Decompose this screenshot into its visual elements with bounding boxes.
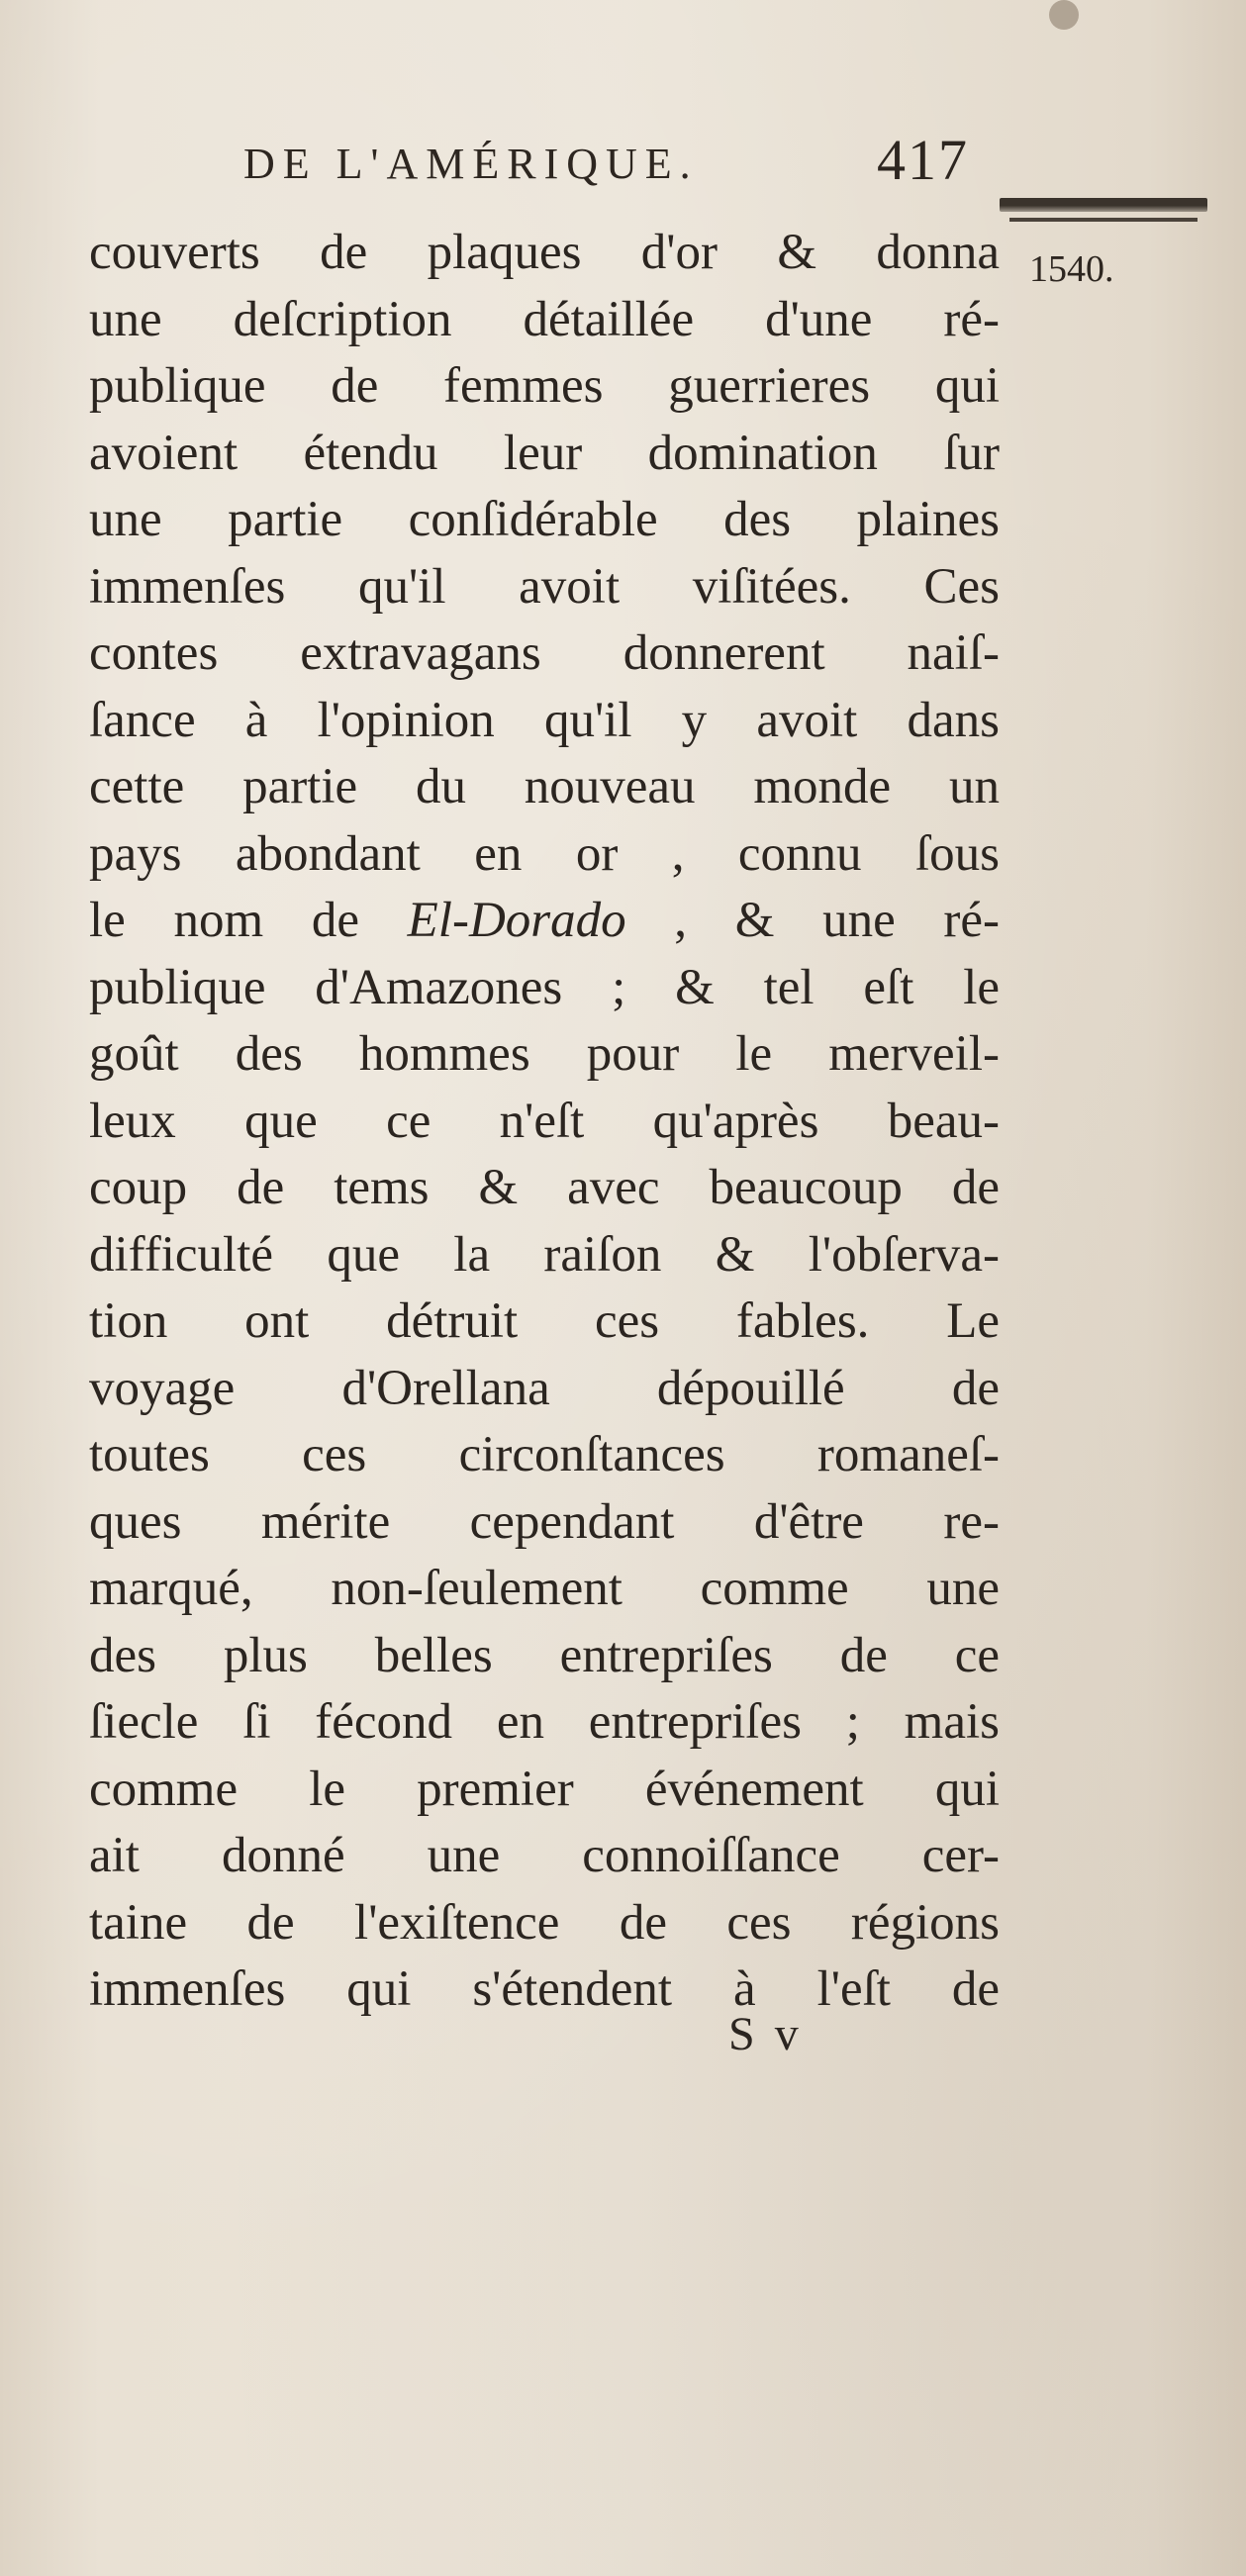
text-line: immenſes qu'il avoit viſitées. Ces (89, 558, 1000, 615)
text-line: publique de femmes guerrieres qui (89, 358, 1000, 414)
text-line: ques mérite cependant d'être re- (89, 1493, 1000, 1550)
text-line: ſance à l'opinion qu'il y avoit dans (89, 692, 1000, 748)
text-line: coup de tems & avec beaucoup de (89, 1160, 1000, 1215)
text-line: toutes ces circonſtances romaneſ- (89, 1427, 1000, 1482)
text-line: contes extravagans donnerent naiſ- (89, 625, 1000, 681)
text-line: taine de l'exiſtence de ces régions (89, 1894, 1000, 1951)
text-line: difficulté que la raiſon & l'obſerva- (89, 1226, 1000, 1283)
body-text (89, 220, 1000, 2024)
text-line: des plus belles entrepriſes de ce (89, 1627, 1000, 1683)
text-line: avoient étendu leur domination ſur (89, 425, 1000, 481)
running-title: DE L'AMÉRIQUE. (243, 140, 699, 188)
text-line: ait donné une connoiſſance cer- (89, 1828, 1000, 1883)
margin-rule-thin (1009, 218, 1198, 222)
text-line: publique d'Amazones ; & tel eſt le (89, 959, 1000, 1015)
page-header (243, 127, 996, 196)
text-line: une deſcription détaillée d'une ré- (89, 291, 1000, 347)
text-line: cette partie du nouveau monde un (89, 759, 1000, 814)
catchword: S v (728, 2008, 803, 2060)
text-line: comme le premier événement qui (89, 1761, 1000, 1817)
page-number: 417 (877, 128, 969, 192)
text-line: leux que ce n'eſt qu'après beau- (89, 1093, 1000, 1149)
margin-date: 1540. (1029, 248, 1114, 290)
italic-name: El-Dorado (407, 893, 626, 948)
text-line: ſiecle ſi fécond en entrepriſes ; mais (89, 1694, 1000, 1750)
margin-rule (1000, 198, 1207, 212)
text-line: une partie conſidérable des plaines (89, 492, 1000, 547)
text-line: pays abondant en or , connu ſous (89, 825, 1000, 882)
text-line: marqué, non-ſeulement comme une (89, 1561, 1000, 1616)
text-line: voyage d'Orellana dépouillé de (89, 1360, 1000, 1416)
text-line: le nom de El-Dorado , & une ré- (89, 893, 1000, 948)
text-line: immenſes qui s'étendent à l'eſt de (89, 1961, 1000, 2017)
text-line: goût des hommes pour le merveil- (89, 1026, 1000, 1082)
page-stain (1049, 0, 1079, 30)
text-line: couverts de plaques d'or & donna (89, 225, 1000, 280)
text-line: tion ont détruit ces fables. Le (89, 1293, 1000, 1349)
